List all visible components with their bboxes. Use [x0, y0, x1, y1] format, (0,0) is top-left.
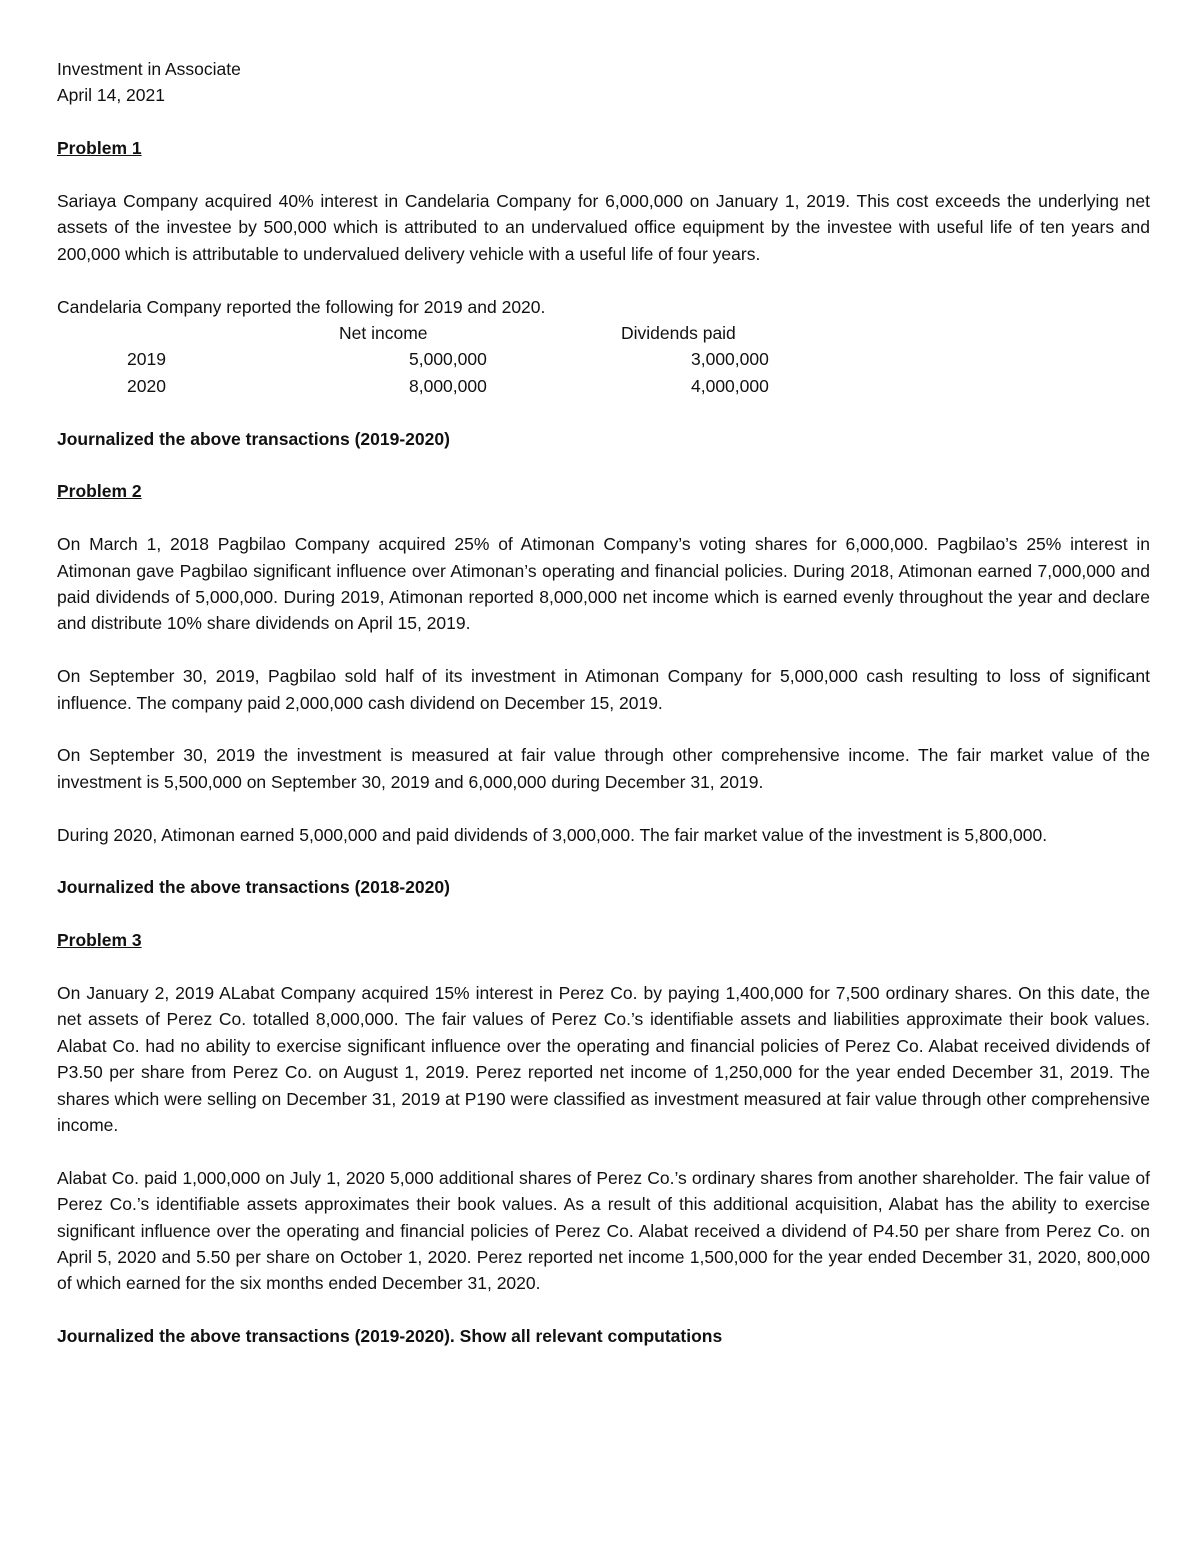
table-row	[57, 373, 1150, 399]
problem-3-heading: Problem 3	[57, 930, 142, 951]
problem-1-heading: Problem 1	[57, 138, 142, 159]
problem-2-paragraph: On September 30, 2019, Pagbilao sold half of its investment in Atimonan Company for 5,000,000 cash resulting to loss of significant influence. The company paid 2,000,000 cash dividend on December 15, 2019.	[57, 666, 1150, 713]
table-header-row	[57, 320, 1150, 346]
document-title: Investment in Associate	[57, 59, 241, 79]
problem-2-paragraph: On September 30, 2019 the investment is measured at fair value through other comprehensive income. The fair market value of the investment is 5,500,000 on September 30, 2019 and 6,000,000 during December 31, 2019.	[57, 745, 1150, 792]
table-header-dividends: Dividends paid	[621, 323, 736, 344]
problem-1-table-intro: Candelaria Company reported the following for 2019 and 2020.	[57, 296, 546, 317]
problem-2-instruction: Journalized the above transactions (2018-2020)	[57, 877, 450, 898]
problem-3-paragraph: Alabat Co. paid 1,000,000 on July 1, 2020 5,000 additional shares of Perez Co.’s ordinary shares from another shareholder. The fair value of Perez Co.’s identifiable assets approximates their book values. As a result of this additional acquisition, Alabat has the ability to exercise significant influence over the operating and financial policies of Perez Co. Alabat received a dividend of P4.50 per share from Perez Co. on April 5, 2020 and 5.50 per share on October 1, 2020. Perez reported net income 1,500,000 for the year ended December 31, 2020, 800,000 of which earned for the six months ended December 31, 2020.	[57, 1167, 1150, 1294]
table-cell-net-income: 5,000,000	[409, 349, 487, 370]
table-cell-net-income: 8,000,000	[409, 375, 487, 396]
table-cell-dividends: 3,000,000	[691, 349, 769, 370]
table-cell-year: 2019	[127, 349, 166, 370]
table-cell-dividends: 4,000,000	[691, 375, 769, 396]
problem-3-instruction: Journalized the above transactions (2019-2020). Show all relevant computations	[57, 1326, 723, 1347]
problem-3-paragraph: On January 2, 2019 ALabat Company acquired 15% interest in Perez Co. by paying 1,400,000 for 7,500 ordinary shares. On this date, the net assets of Perez Co. totalled 8,000,000. The fair values of Perez Co.’s identifiable assets and liabilities approximate their book values. Alabat Co. had no ability to exercise significant influence over the operating and financial policies of Perez Co. Alabat received dividends of P3.50 per share from Perez Co. on August 1, 2019. Perez reported net income of 1,250,000 for the year ended December 31, 2019. The shares which were selling on December 31, 2019 at P190 were classified as investment measured at fair value through other comprehensive income.	[57, 983, 1150, 1136]
document-page	[57, 56, 1150, 1350]
problem-2-heading: Problem 2	[57, 481, 142, 502]
problem-1-paragraph: Sariaya Company acquired 40% interest in Candelaria Company for 6,000,000 on January 1, 2019. This cost exceeds the underlying net assets of the investee by 500,000 which is attributed to an undervalued office equipment by the investee with useful life of ten years and 200,000 which is attributable to undervalued delivery vehicle with a useful life of four years.	[57, 191, 1150, 264]
table-header-net-income: Net income	[339, 323, 428, 344]
table-cell-year: 2020	[127, 375, 166, 396]
problem-1-instruction: Journalized the above transactions (2019-2020)	[57, 428, 450, 449]
problem-2-paragraph: On March 1, 2018 Pagbilao Company acquired 25% of Atimonan Company’s voting shares for 6,000,000. Pagbilao’s 25% interest in Atimonan gave Pagbilao significant influence over Atimonan’s operating and financial policies. During 2018, Atimonan earned 7,000,000 and paid dividends of 5,000,000. During 2019, Atimonan reported 8,000,000 net income which is earned evenly throughout the year and declare and distribute 10% share dividends on April 15, 2019.	[57, 534, 1150, 634]
document-date: April 14, 2021	[57, 85, 165, 106]
problem-2-paragraph: During 2020, Atimonan earned 5,000,000 and paid dividends of 3,000,000. The fair market value of the investment is 5,800,000.	[57, 824, 1048, 845]
table-row	[57, 346, 1150, 372]
